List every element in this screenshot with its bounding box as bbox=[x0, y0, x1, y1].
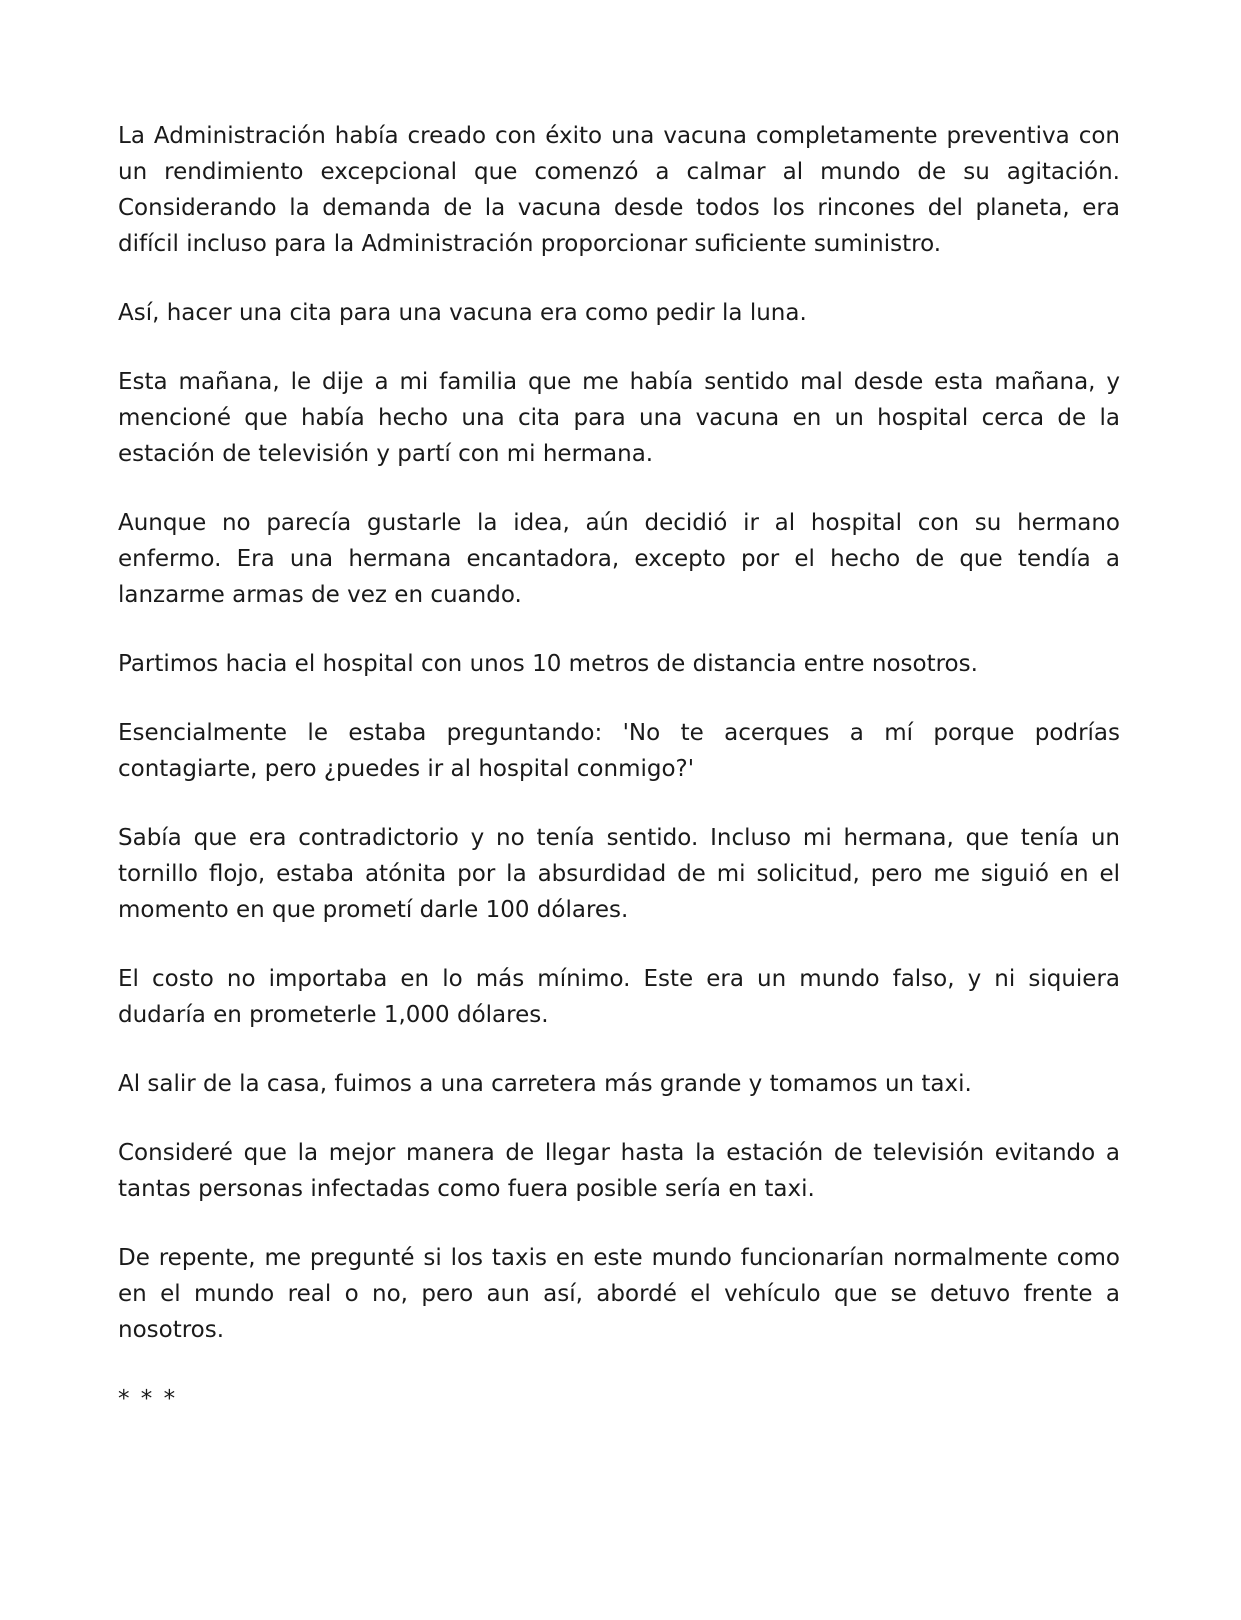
paragraph-4: Aunque no parecía gustarle la idea, aún decidió ir al hospital con su hermano enfermo. Era una hermana encantadora, excepto por el hecho de que tendía a lanzarme armas de vez en cuando. bbox=[118, 510, 1120, 608]
paragraph-3: Esta mañana, le dije a mi familia que me había sentido mal desde esta mañana, y mencioné que había hecho una cita para una vacuna en un hospital cerca de la estación de televisión y partí con mi hermana. bbox=[118, 369, 1120, 467]
paragraph-7: Sabía que era contradictorio y no tenía sentido. Incluso mi hermana, que tenía un tornillo flojo, estaba atónita por la absurdidad de mi solicitud, pero me siguió en el momento en que prometí darle 100 dólares. bbox=[118, 825, 1120, 923]
paragraph-8: El costo no importaba en lo más mínimo. Este era un mundo falso, y ni siquiera dudaría en prometerle 1,000 dólares. bbox=[118, 966, 1120, 1028]
paragraph-2: Así, hacer una cita para una vacuna era como pedir la luna. bbox=[118, 300, 807, 326]
paragraph-9: Al salir de la casa, fuimos a una carretera más grande y tomamos un taxi. bbox=[118, 1071, 972, 1097]
paragraph-11: De repente, me pregunté si los taxis en este mundo funcionarían normalmente como en el mundo real o no, pero aun así, abordé el vehículo que se detuvo frente a nosotros. bbox=[118, 1245, 1120, 1343]
scene-separator: * * * bbox=[118, 1386, 178, 1412]
paragraph-5: Partimos hacia el hospital con unos 10 metros de distancia entre nosotros. bbox=[118, 651, 978, 677]
paragraph-10: Consideré que la mejor manera de llegar hasta la estación de televisión evitando a tantas personas infectadas como fuera posible sería en taxi. bbox=[118, 1140, 1120, 1202]
paragraph-1: La Administración había creado con éxito una vacuna completamente preventiva con un rendimiento excepcional que comenzó a calmar al mundo de su agitación. Considerando la demanda de la vacuna desde todos los rincones del planeta, era difícil incluso para la Administración proporcionar suficiente suministro. bbox=[118, 123, 1120, 257]
document-body bbox=[118, 118, 1120, 1417]
paragraph-6: Esencialmente le estaba preguntando: 'No te acerques a mí porque podrías contagiarte, pero ¿puedes ir al hospital conmigo?' bbox=[118, 720, 1120, 782]
